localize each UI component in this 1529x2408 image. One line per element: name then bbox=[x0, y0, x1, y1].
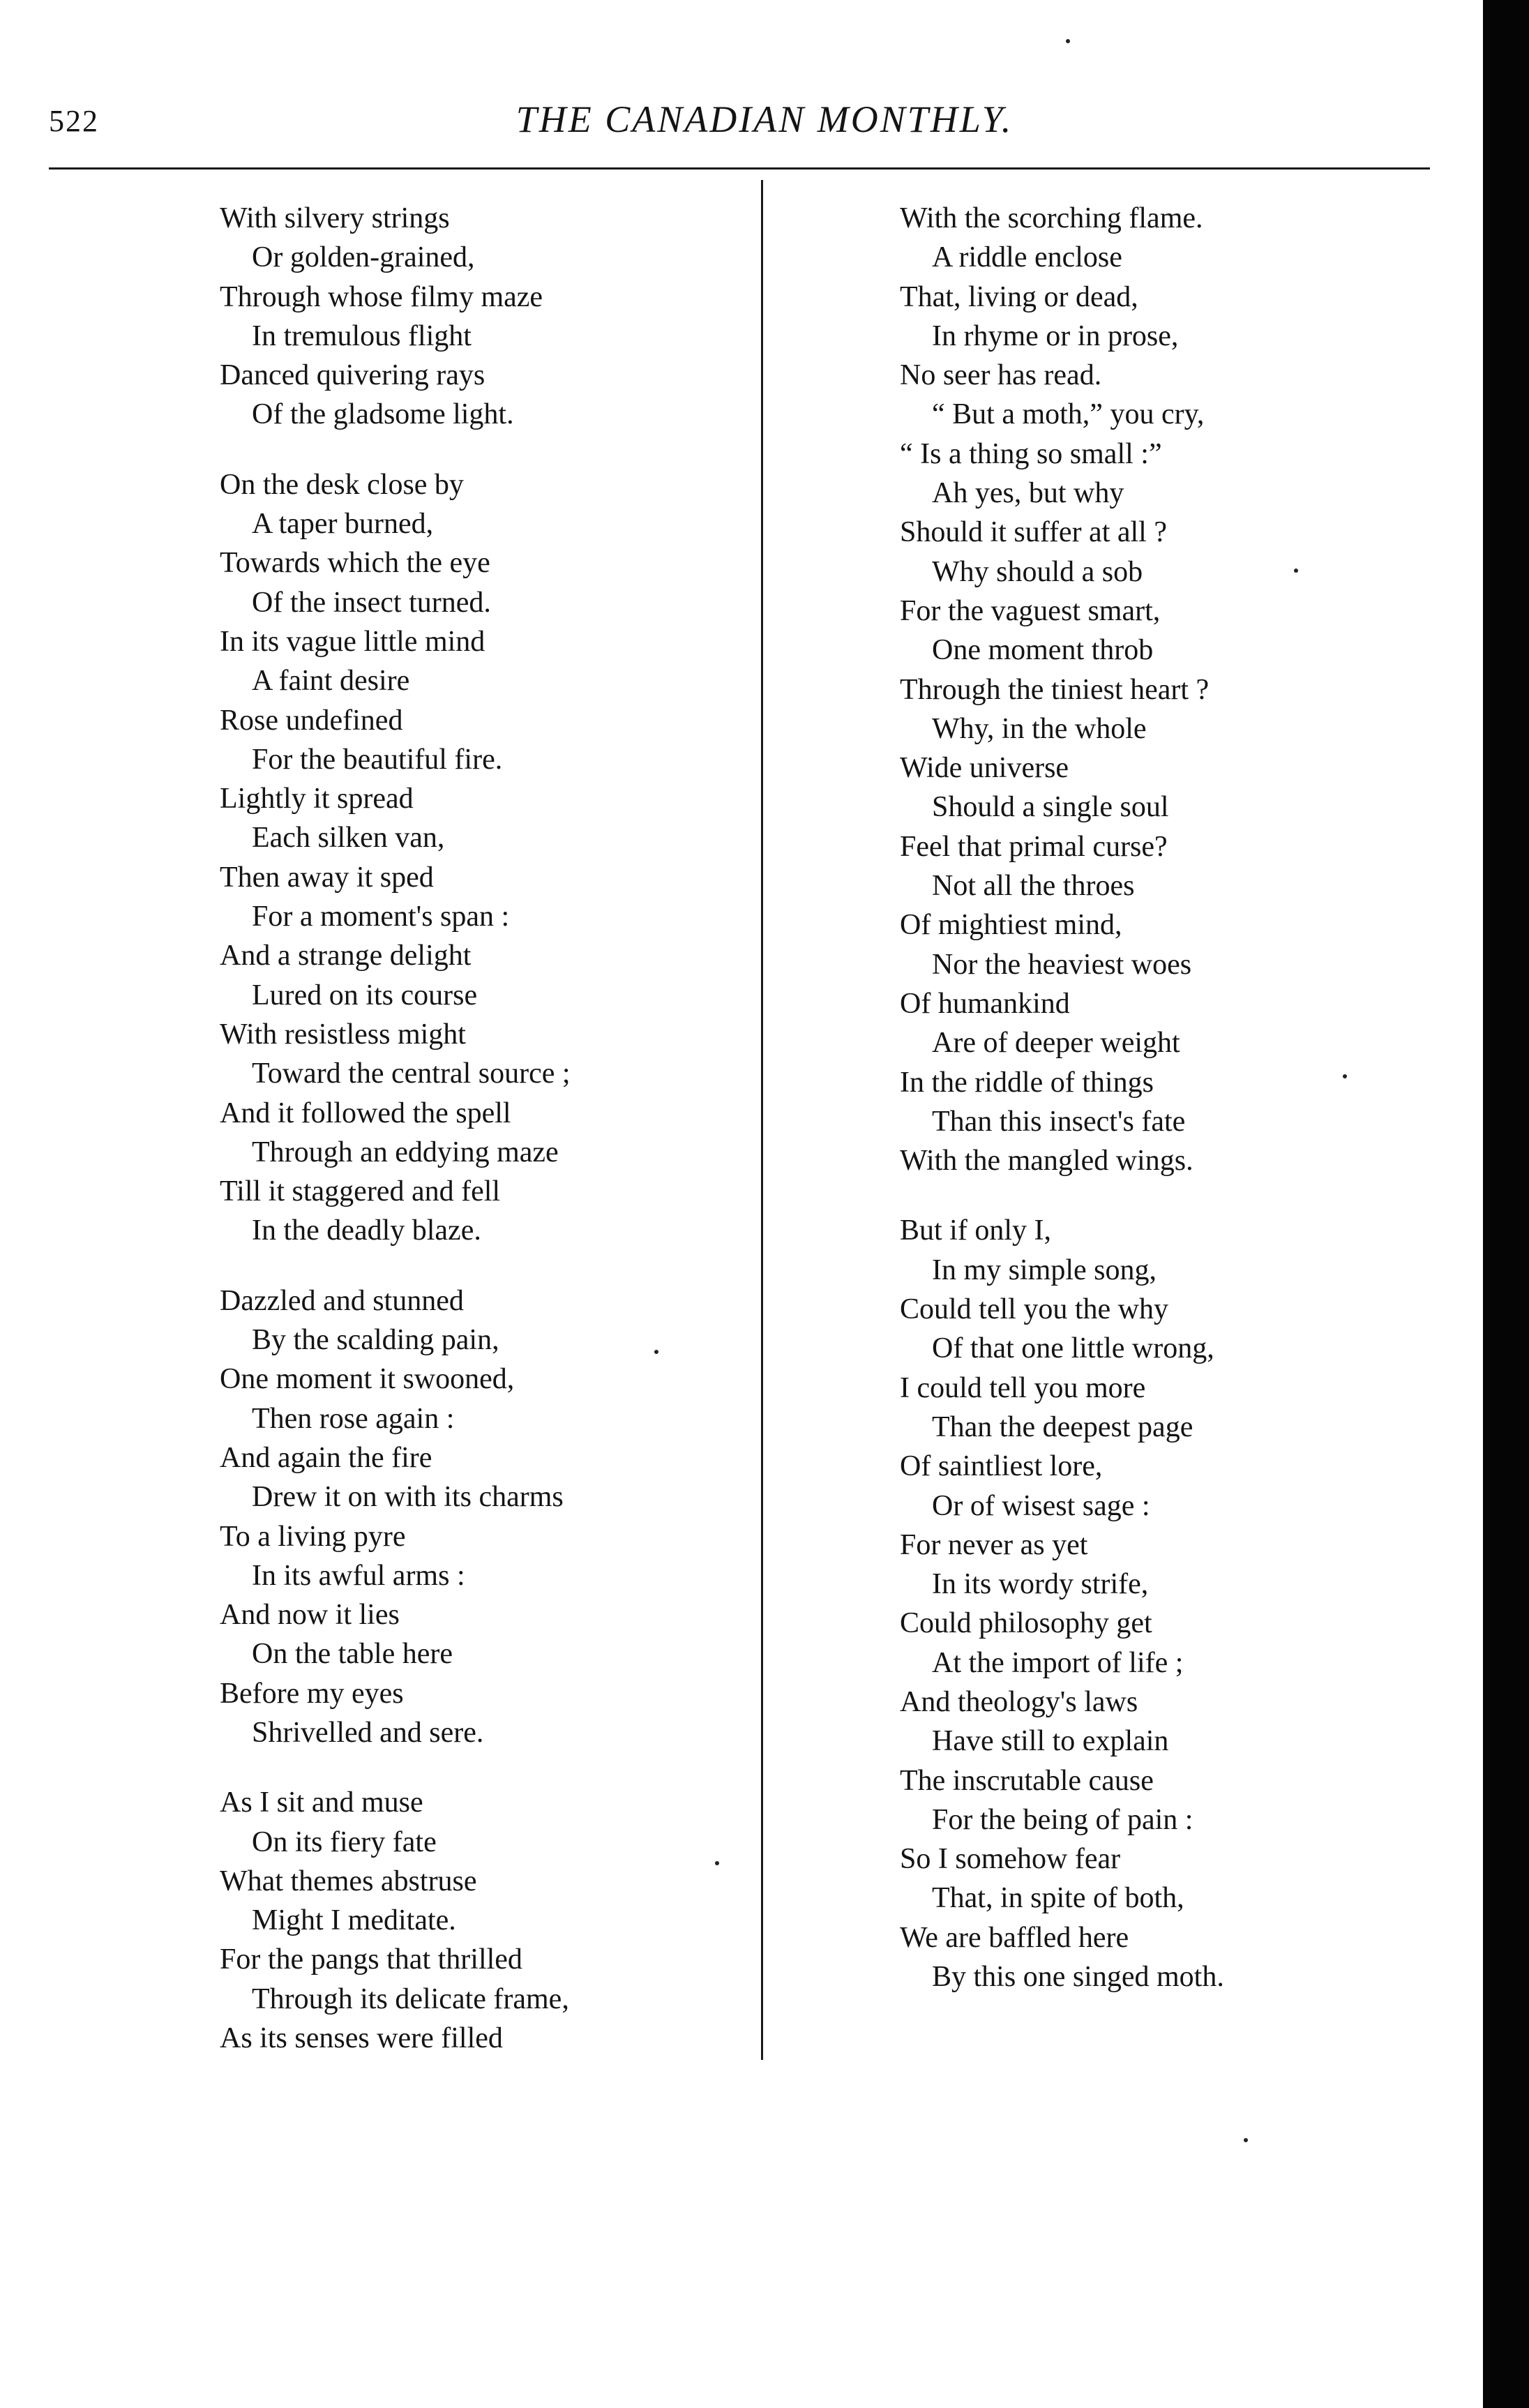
poem-line: In tremulous flight bbox=[252, 319, 472, 352]
poem-line: And a strange delight bbox=[220, 940, 472, 972]
poem-line: We are baffled here bbox=[900, 1921, 1129, 1954]
poem-line: Towards which the eye bbox=[220, 547, 490, 580]
poem-line: For the vaguest smart, bbox=[900, 594, 1161, 627]
poem-left-column bbox=[220, 199, 571, 2089]
speck-1 bbox=[1066, 39, 1070, 43]
speck-3 bbox=[715, 1861, 719, 1865]
stanza bbox=[220, 1783, 571, 2058]
poem-line: With the scorching flame. bbox=[900, 202, 1203, 234]
header-rule bbox=[49, 167, 1430, 170]
page-edge-shadow bbox=[1483, 0, 1529, 2408]
stanza bbox=[220, 199, 571, 435]
poem-line: Than the deepest page bbox=[932, 1410, 1193, 1443]
poem-line: Than this insect's fate bbox=[932, 1105, 1186, 1138]
poem-line: Ah yes, but why bbox=[932, 477, 1124, 510]
poem-line: By the scalding pain, bbox=[252, 1324, 499, 1357]
poem-line: In the deadly blaze. bbox=[252, 1214, 481, 1247]
poem-line: Then away it sped bbox=[220, 861, 434, 894]
running-title: THE CANADIAN MONTHLY. bbox=[515, 98, 1014, 140]
poem-line: For the pangs that thrilled bbox=[220, 1943, 522, 1976]
poem-line: One moment it swooned, bbox=[220, 1363, 515, 1396]
poem-line: Why, in the whole bbox=[932, 712, 1147, 745]
poem-line: Rose undefined bbox=[220, 704, 403, 737]
poem-line: Through whose filmy maze bbox=[220, 280, 543, 313]
stanza bbox=[900, 199, 1224, 1180]
speck-5 bbox=[1343, 1074, 1347, 1078]
poem-line: Could philosophy get bbox=[900, 1607, 1152, 1640]
poem-line: Should it suffer at all ? bbox=[900, 516, 1167, 549]
poem-line: To a living pyre bbox=[220, 1520, 406, 1553]
poem-line: And now it lies bbox=[220, 1599, 400, 1632]
poem-line: And again the fire bbox=[220, 1441, 432, 1474]
poem-line: As I sit and muse bbox=[220, 1786, 423, 1819]
poem-line: Feel that primal curse? bbox=[900, 830, 1168, 863]
poem-line: Have still to explain bbox=[932, 1725, 1169, 1758]
poem-line: Of mightiest mind, bbox=[900, 909, 1122, 942]
poem-line: So I somehow fear bbox=[900, 1843, 1121, 1876]
poem-line: With the mangled wings. bbox=[900, 1145, 1193, 1177]
poem-line: Or of wisest sage : bbox=[932, 1489, 1150, 1522]
poem-line: For the being of pain : bbox=[932, 1803, 1193, 1836]
poem-line: With resistless might bbox=[220, 1018, 466, 1051]
poem-line: A faint desire bbox=[252, 665, 410, 698]
poem-line: Through its delicate frame, bbox=[252, 1982, 569, 2015]
poem-line: A taper burned, bbox=[252, 508, 434, 541]
poem-line: Through the tiniest heart ? bbox=[900, 673, 1210, 706]
poem-line: What themes abstruse bbox=[220, 1865, 477, 1897]
poem-line: Of the gladsome light. bbox=[252, 398, 514, 431]
poem-line: On the table here bbox=[252, 1638, 453, 1671]
poem-line: Of the insect turned. bbox=[252, 586, 491, 619]
poem-line: In my simple song, bbox=[932, 1254, 1157, 1286]
poem-line: No seer has read. bbox=[900, 359, 1102, 392]
poem-line: In its wordy strife, bbox=[932, 1568, 1149, 1601]
poem-line: Toward the central source ; bbox=[252, 1058, 571, 1090]
poem-line: A riddle enclose bbox=[932, 241, 1122, 274]
poem-line: For the beautiful fire. bbox=[252, 743, 503, 776]
poem-line: On its fiery fate bbox=[252, 1826, 437, 1858]
stanza bbox=[220, 465, 571, 1251]
poem-line: In rhyme or in prose, bbox=[932, 319, 1179, 352]
poem-line: Of humankind bbox=[900, 987, 1070, 1020]
poem-line: Shrivelled and sere. bbox=[252, 1716, 484, 1749]
poem-line: Through an eddying maze bbox=[252, 1136, 559, 1168]
poem-line: Dazzled and stunned bbox=[220, 1284, 464, 1317]
poem-line: Drew it on with its charms bbox=[252, 1481, 564, 1514]
poem-line: I could tell you more bbox=[900, 1371, 1146, 1404]
speck-4 bbox=[1294, 569, 1298, 573]
poem-line: Till it staggered and fell bbox=[220, 1175, 501, 1208]
poem-line: On the desk close by bbox=[220, 468, 464, 501]
poem-line: In the riddle of things bbox=[900, 1066, 1154, 1099]
page-number: 522 bbox=[49, 104, 99, 138]
poem-line: Not all the throes bbox=[932, 870, 1135, 903]
poem-line: Or golden-grained, bbox=[252, 241, 475, 274]
poem-line: At the import of life ; bbox=[932, 1646, 1184, 1679]
poem-line: In its awful arms : bbox=[252, 1559, 465, 1592]
poem-line: Might I meditate. bbox=[252, 1904, 456, 1937]
poem-line: “ But a moth,” you cry, bbox=[932, 398, 1205, 431]
poem-line: But if only I, bbox=[900, 1214, 1051, 1247]
poem-line: For never as yet bbox=[900, 1528, 1088, 1561]
poem-line: Wide universe bbox=[900, 752, 1069, 785]
poem-line: “ Is a thing so small :” bbox=[900, 437, 1162, 470]
poem-line: Danced quivering rays bbox=[220, 359, 485, 392]
poem-line: Before my eyes bbox=[220, 1677, 404, 1710]
poem-line: The inscrutable cause bbox=[900, 1764, 1154, 1797]
poem-line: Could tell you the why bbox=[900, 1293, 1168, 1326]
poem-line: Each silken van, bbox=[252, 822, 445, 855]
poem-line: That, living or dead, bbox=[900, 280, 1138, 313]
column-divider bbox=[761, 180, 763, 2060]
poem-line: As its senses were filled bbox=[220, 2022, 503, 2055]
stanza bbox=[900, 1211, 1224, 1996]
poem-line: Nor the heaviest woes bbox=[932, 948, 1192, 981]
poem-line: With silvery strings bbox=[220, 202, 450, 234]
poem-line: By this one singed moth. bbox=[932, 1961, 1224, 1994]
poem-line: And theology's laws bbox=[900, 1685, 1138, 1718]
poem-line: And it followed the spell bbox=[220, 1097, 511, 1129]
poem-line: For a moment's span : bbox=[252, 901, 510, 933]
poem-line: Lured on its course bbox=[252, 979, 478, 1011]
poem-line: Of saintliest lore, bbox=[900, 1450, 1103, 1483]
poem-line: Should a single soul bbox=[932, 791, 1169, 824]
poem-line: Then rose again : bbox=[252, 1402, 455, 1435]
poem-line: Of that one little wrong, bbox=[932, 1332, 1214, 1365]
poem-line: Why should a sob bbox=[932, 555, 1143, 588]
poem-line: Are of deeper weight bbox=[932, 1027, 1180, 1060]
poem-line: One moment throb bbox=[932, 634, 1154, 667]
speck-2 bbox=[654, 1350, 658, 1354]
speck-6 bbox=[1244, 2138, 1248, 2142]
stanza bbox=[220, 1281, 571, 1753]
poem-right-column bbox=[900, 199, 1224, 2027]
poem-line: In its vague little mind bbox=[220, 625, 485, 658]
poem-line: That, in spite of both, bbox=[932, 1882, 1184, 1915]
poem-line: Lightly it spread bbox=[220, 783, 414, 815]
